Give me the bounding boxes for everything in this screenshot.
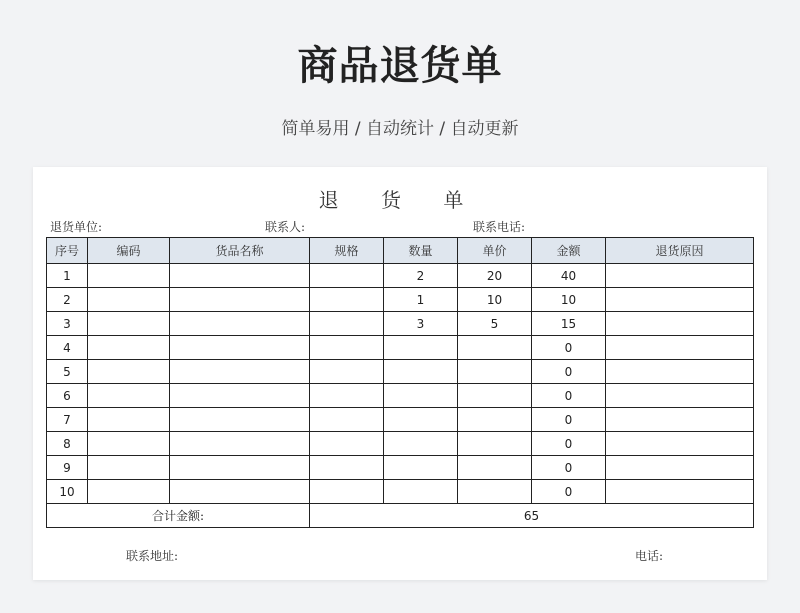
return-unit-label: 退货单位: — [50, 220, 103, 234]
row-no-cell: 9 — [47, 456, 88, 480]
row-no-cell: 8 — [47, 432, 88, 456]
row-qty-cell[interactable] — [384, 384, 458, 408]
row-qty-cell[interactable] — [384, 432, 458, 456]
row-no-cell: 2 — [47, 288, 88, 312]
row-reason-cell[interactable] — [606, 432, 754, 456]
row-spec-cell[interactable] — [310, 312, 384, 336]
col-header-reason: 退货原因 — [606, 238, 754, 264]
row-price-cell[interactable]: 10 — [458, 288, 532, 312]
col-header-code: 编码 — [88, 238, 170, 264]
row-amount-cell[interactable]: 0 — [532, 456, 606, 480]
row-name-cell[interactable] — [170, 288, 310, 312]
form-title: 退 货 单 — [318, 188, 482, 212]
table-row — [47, 264, 754, 288]
row-amount-cell[interactable]: 0 — [532, 432, 606, 456]
row-spec-cell[interactable] — [310, 288, 384, 312]
row-no-cell: 7 — [47, 408, 88, 432]
row-code-cell[interactable] — [88, 408, 170, 432]
table-row — [47, 408, 754, 432]
row-reason-cell[interactable] — [606, 360, 754, 384]
row-qty-cell[interactable] — [384, 336, 458, 360]
row-reason-cell[interactable] — [606, 384, 754, 408]
col-header-amount: 金额 — [532, 238, 606, 264]
table-row — [47, 312, 754, 336]
return-form-sheet — [33, 167, 767, 580]
row-no-cell: 6 — [47, 384, 88, 408]
row-code-cell[interactable] — [88, 384, 170, 408]
row-name-cell[interactable] — [170, 480, 310, 504]
row-qty-cell[interactable] — [384, 408, 458, 432]
row-spec-cell[interactable] — [310, 456, 384, 480]
row-code-cell[interactable] — [88, 264, 170, 288]
row-name-cell[interactable] — [170, 384, 310, 408]
row-name-cell[interactable] — [170, 456, 310, 480]
row-amount-cell[interactable]: 15 — [532, 312, 606, 336]
row-no-cell: 5 — [47, 360, 88, 384]
row-name-cell[interactable] — [170, 408, 310, 432]
row-code-cell[interactable] — [88, 288, 170, 312]
row-reason-cell[interactable] — [606, 288, 754, 312]
table-row — [47, 384, 754, 408]
row-price-cell[interactable] — [458, 432, 532, 456]
row-reason-cell[interactable] — [606, 264, 754, 288]
row-no-cell: 3 — [47, 312, 88, 336]
row-spec-cell[interactable] — [310, 432, 384, 456]
row-reason-cell[interactable] — [606, 336, 754, 360]
col-header-spec: 规格 — [310, 238, 384, 264]
row-price-cell[interactable]: 5 — [458, 312, 532, 336]
row-amount-cell[interactable]: 0 — [532, 384, 606, 408]
row-name-cell[interactable] — [170, 312, 310, 336]
table-row — [47, 456, 754, 480]
row-name-cell[interactable] — [170, 264, 310, 288]
table-row — [47, 480, 754, 504]
total-amount-label: 合计金额: — [47, 504, 310, 528]
table-row — [47, 336, 754, 360]
row-qty-cell[interactable] — [384, 360, 458, 384]
row-spec-cell[interactable] — [310, 408, 384, 432]
row-spec-cell[interactable] — [310, 360, 384, 384]
row-reason-cell[interactable] — [606, 408, 754, 432]
row-qty-cell[interactable] — [384, 480, 458, 504]
row-name-cell[interactable] — [170, 360, 310, 384]
row-amount-cell[interactable]: 0 — [532, 480, 606, 504]
row-price-cell[interactable] — [458, 336, 532, 360]
contact-address-label: 联系地址: — [126, 549, 179, 563]
row-reason-cell[interactable] — [606, 456, 754, 480]
row-amount-cell[interactable]: 10 — [532, 288, 606, 312]
row-price-cell[interactable] — [458, 360, 532, 384]
row-amount-cell[interactable]: 40 — [532, 264, 606, 288]
row-qty-cell[interactable]: 1 — [384, 288, 458, 312]
row-amount-cell[interactable]: 0 — [532, 408, 606, 432]
row-price-cell[interactable] — [458, 480, 532, 504]
row-code-cell[interactable] — [88, 360, 170, 384]
row-code-cell[interactable] — [88, 336, 170, 360]
table-row — [47, 360, 754, 384]
row-code-cell[interactable] — [88, 432, 170, 456]
row-code-cell[interactable] — [88, 312, 170, 336]
contact-phone-label: 联系电话: — [473, 220, 526, 234]
total-amount-value[interactable]: 65 — [310, 504, 754, 528]
col-header-qty: 数量 — [384, 238, 458, 264]
col-header-price: 单价 — [458, 238, 532, 264]
row-price-cell[interactable] — [458, 408, 532, 432]
row-price-cell[interactable]: 20 — [458, 264, 532, 288]
row-spec-cell[interactable] — [310, 384, 384, 408]
row-spec-cell[interactable] — [310, 336, 384, 360]
row-qty-cell[interactable]: 2 — [384, 264, 458, 288]
row-price-cell[interactable] — [458, 456, 532, 480]
row-qty-cell[interactable]: 3 — [384, 312, 458, 336]
page-title: 商品退货单 — [297, 43, 503, 89]
row-reason-cell[interactable] — [606, 312, 754, 336]
row-no-cell: 1 — [47, 264, 88, 288]
contact-person-label: 联系人: — [265, 220, 306, 234]
row-no-cell: 10 — [47, 480, 88, 504]
page-subtitle: 简单易用 / 自动统计 / 自动更新 — [281, 119, 519, 139]
row-amount-cell[interactable]: 0 — [532, 336, 606, 360]
table-row — [47, 432, 754, 456]
col-header-name: 货品名称 — [170, 238, 310, 264]
col-header-no: 序号 — [47, 238, 88, 264]
total-row — [47, 504, 754, 528]
footer-phone-label: 电话: — [635, 549, 664, 563]
row-no-cell: 4 — [47, 336, 88, 360]
row-code-cell[interactable] — [88, 480, 170, 504]
row-name-cell[interactable] — [170, 336, 310, 360]
row-amount-cell[interactable]: 0 — [532, 360, 606, 384]
table-row — [47, 288, 754, 312]
row-name-cell[interactable] — [170, 432, 310, 456]
row-reason-cell[interactable] — [606, 480, 754, 504]
row-price-cell[interactable] — [458, 384, 532, 408]
row-spec-cell[interactable] — [310, 264, 384, 288]
return-items-table — [46, 237, 754, 528]
table-header-row — [47, 238, 754, 264]
row-qty-cell[interactable] — [384, 456, 458, 480]
row-code-cell[interactable] — [88, 456, 170, 480]
row-spec-cell[interactable] — [310, 480, 384, 504]
